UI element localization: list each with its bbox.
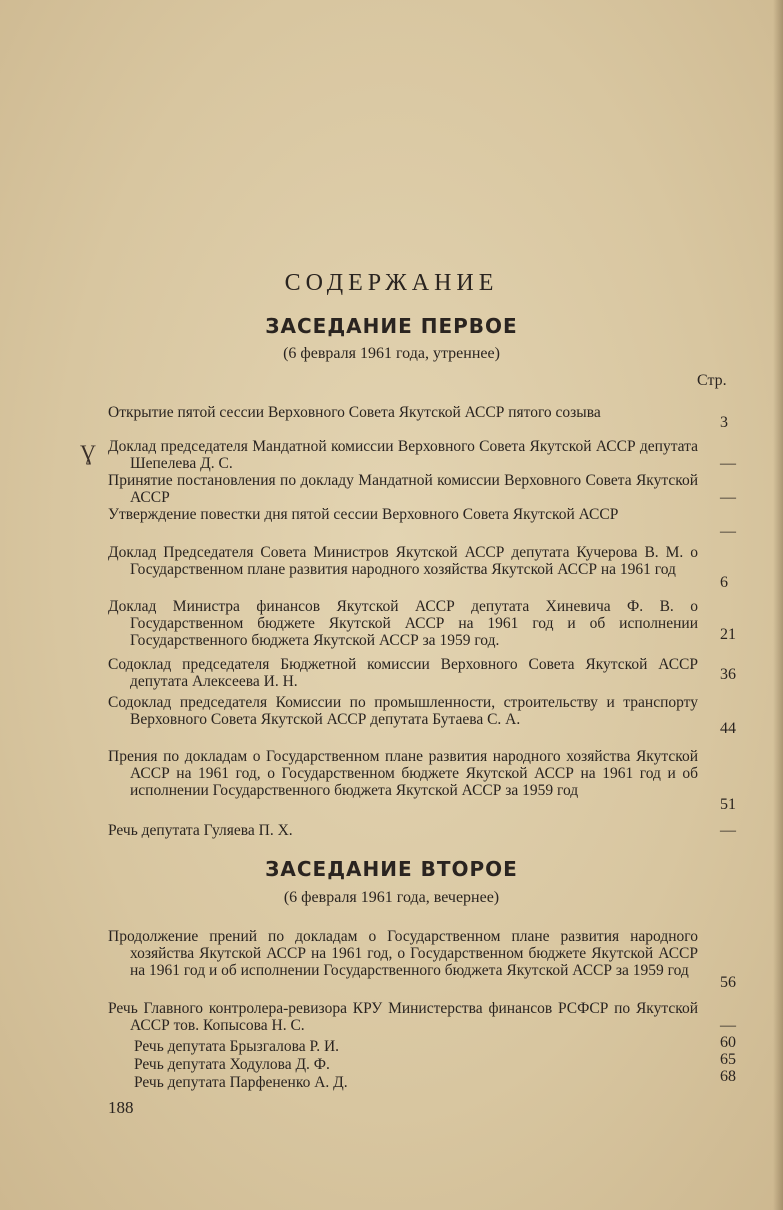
page-column-header: Стр.: [697, 372, 727, 389]
toc-entry-page: 51: [720, 796, 736, 813]
toc-entry-text: Принятие постановления по докладу Мандатной комиссии Верховного Совета Якутской АССР: [108, 472, 698, 506]
page-number: 188: [108, 1098, 134, 1117]
toc-entry-text: Продолжение прений по докладам о Государственном плане развития народного хозяйства Якутской АССР на 1961 год, о Государственном бюджете Якутской АССР на 1961 год и об исполнении Государственного бюджета Якутской АССР за 1959 год: [108, 928, 698, 979]
toc-entry-page: 68: [720, 1068, 736, 1085]
toc-entry-text: Речь депутата Гуляева П. Х.: [108, 822, 293, 839]
toc-entry-text: Утверждение повестки дня пятой сессии Верховного Совета Якутской АССР: [108, 506, 619, 523]
toc-entry: [108, 544, 698, 578]
toc-entry-text: Речь депутата Брызгалова Р. И.: [134, 1038, 340, 1055]
session-1-title: ЗАСЕДАНИЕ ПЕРВОЕ: [265, 314, 518, 338]
toc-entry-page: 56: [720, 974, 736, 991]
toc-entry-text: Открытие пятой сессии Верховного Совета Якутской АССР пятого созыва: [108, 404, 601, 421]
toc-entry: [108, 928, 698, 979]
toc-entry: [108, 598, 698, 649]
toc-entry: [108, 404, 698, 421]
toc-entry: [134, 1074, 698, 1091]
toc-entry-text: Доклад председателя Мандатной комиссии Верховного Совета Якутской АССР депутата Шепелева Д. С.: [108, 438, 698, 472]
toc-entry-page: 44: [720, 720, 736, 737]
toc-entry: [134, 1038, 698, 1055]
session-1-date: (6 февраля 1961 года, утреннее): [283, 345, 500, 362]
toc-entry-text: Прения по докладам о Государственном плане развития народного хозяйства Якутской АССР на 1961 год, о Государственном бюджете Якутской АССР на 1961 год и об исполнении Государственного бюджета Якутской АССР за 1959 год: [108, 748, 698, 799]
toc-entry: [108, 472, 698, 506]
page-edge-shadow: [773, 0, 783, 1210]
toc-entry: [134, 1056, 698, 1073]
session-2-title: ЗАСЕДАНИЕ ВТОРОЕ: [265, 857, 518, 881]
toc-entry-page: —: [720, 523, 736, 540]
toc-entry-page: 60: [720, 1034, 736, 1051]
toc-entry-text: Доклад Министра финансов Якутской АССР депутата Хиневича Ф. В. о Государственном бюджете Якутской АССР на 1961 год и об исполнении Государственного бюджета Якутской АССР за 1959 год.: [108, 598, 698, 649]
toc-entry-page: 65: [720, 1051, 736, 1068]
toc-entry: [108, 1000, 698, 1034]
margin-mark: Ɣ: [80, 440, 96, 465]
toc-entry-text: Доклад Председателя Совета Министров Якутской АССР депутата Кучерова В. М. о Государственном плане развития народного хозяйства Якутской АССР на 1961 год: [108, 544, 698, 578]
toc-entry-text: Содоклад председателя Бюджетной комиссии Верховного Совета Якутской АССР депутата Алексеева И. Н.: [108, 656, 698, 690]
session-2-date: (6 февраля 1961 года, вечернее): [283, 889, 500, 906]
toc-entry-page: 36: [720, 666, 736, 683]
toc-entry: [108, 694, 698, 728]
toc-entry-page: 6: [720, 574, 728, 591]
toc-entry-page: —: [720, 1017, 736, 1034]
toc-entry-page: —: [720, 455, 736, 472]
toc-entry-text: Речь депутата Парфененко А. Д.: [134, 1074, 348, 1091]
contents-heading: СОДЕРЖАНИЕ: [284, 270, 499, 296]
toc-entry-text: Речь депутата Ходулова Д. Ф.: [134, 1056, 330, 1073]
toc-entry-page: —: [720, 822, 736, 839]
toc-entry: [108, 656, 698, 690]
toc-entry: [108, 822, 698, 839]
toc-entry-text: Содоклад председателя Комиссии по промышленности, строительству и транспорту Верховного Совета Якутской АССР депутата Бутаева С. А.: [108, 694, 698, 728]
toc-entry-page: 3: [720, 414, 728, 431]
toc-entry-page: —: [720, 489, 736, 506]
toc-entry: [108, 748, 698, 799]
toc-entry-page: 21: [720, 626, 736, 643]
toc-entry: [108, 506, 698, 523]
toc-entry: [108, 438, 698, 472]
toc-entry-text: Речь Главного контролера-ревизора КРУ Министерства финансов РСФСР по Якутской АССР тов. Копысова Н. С.: [108, 1000, 698, 1034]
